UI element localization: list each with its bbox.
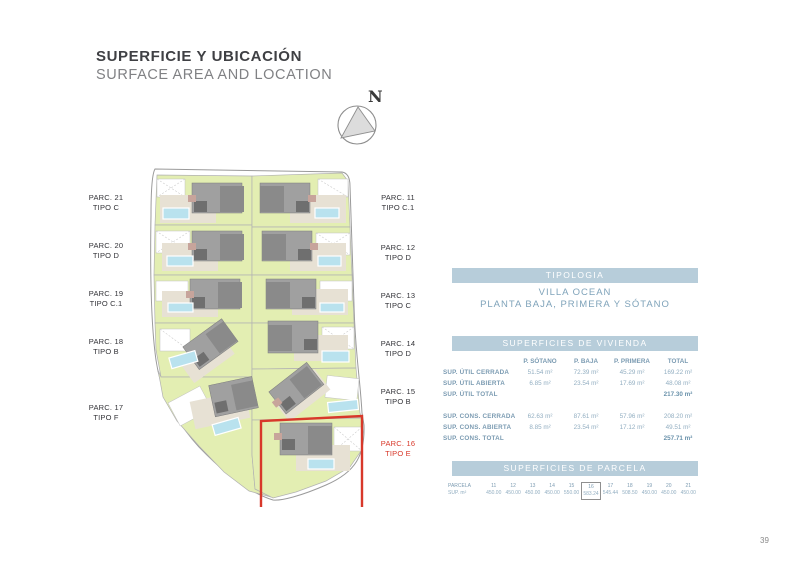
parcela-col-21: 21 450.00 — [680, 483, 696, 496]
table-row: SUP. CONS. ABIERTA 8.85 m² 23.54 m² 17.12 m² 49.51 m² — [443, 424, 691, 431]
col-primera: P. PRIMERA — [614, 358, 650, 365]
villa-floors: PLANTA BAJA, PRIMERA Y SÓTANO — [480, 299, 670, 310]
page-title: SUPERFICIE Y UBICACIÓN — [96, 48, 303, 65]
label-parc-15: PARC. 15 TIPO B — [380, 387, 416, 407]
label-parc-14: PARC. 14 TIPO D — [380, 339, 416, 359]
tipologia-band: TIPOLOGIA — [452, 268, 698, 283]
parcela-col-13: 13 450.00 — [524, 483, 541, 496]
label-parc-13: PARC. 13 TIPO C — [380, 291, 416, 311]
vivienda-table — [443, 356, 701, 444]
table-row: SUP. ÚTIL TOTAL 217.30 m² — [443, 391, 693, 398]
label-parc-21: PARC. 21 TIPO C — [88, 193, 124, 213]
parcela-col-16-highlighted: 16 583.24 — [581, 482, 600, 500]
parcela-col-11: 11 450.00 — [486, 483, 502, 496]
label-parc-16-highlighted: PARC. 16 TIPO E — [380, 439, 416, 459]
parcela-col-17: 17 545.44 — [602, 483, 619, 496]
label-parc-17: PARC. 17 TIPO F — [88, 403, 124, 423]
page-header — [96, 48, 332, 83]
table-row: SUP. CONS. TOTAL 257.71 m² — [443, 435, 693, 442]
label-parc-12: PARC. 12 TIPO D — [380, 243, 416, 263]
vivienda-table-header — [443, 356, 701, 367]
parcela-row-labels: PARCELA SUP. m² — [448, 483, 471, 496]
col-baja: P. BAJA — [573, 358, 599, 365]
parcela-col-18: 18 508.50 — [622, 483, 638, 496]
col-sotano: P. SÓTANO — [523, 358, 557, 365]
col-total: TOTAL — [667, 358, 689, 365]
north-label: N — [368, 87, 383, 106]
parcela-col-19: 19 450.00 — [641, 483, 657, 496]
label-parc-19: PARC. 19 TIPO C.1 — [88, 289, 124, 309]
villa-name: VILLA OCEAN — [538, 287, 612, 298]
north-compass-icon — [330, 86, 392, 155]
label-parc-20: PARC. 20 TIPO D — [88, 241, 124, 261]
parcela-col-20: 20 450.00 — [661, 483, 677, 496]
page-number: 39 — [760, 536, 769, 545]
vivienda-band: SUPERFICIES DE VIVIENDA — [452, 336, 698, 351]
parcela-col-15: 15 550.00 — [563, 483, 580, 496]
label-parc-11: PARC. 11 TIPO C.1 — [381, 193, 415, 213]
parcela-col-12: 12 450.00 — [505, 483, 521, 496]
table-row: SUP. ÚTIL CERRADA 51.54 m² 72.39 m² 45.29 m² 169.22 m² — [443, 369, 693, 376]
table-row: SUP. ÚTIL ABIERTA 6.85 m² 23.54 m² 17.69 m² 48.08 m² — [443, 380, 691, 387]
label-parc-18: PARC. 18 TIPO B — [88, 337, 124, 357]
parcela-table — [448, 482, 698, 500]
page-subtitle: SURFACE AREA AND LOCATION — [96, 67, 333, 83]
site-plan — [130, 155, 380, 515]
parcela-col-14: 14 450.00 — [544, 483, 560, 496]
parcela-band: SUPERFICIES DE PARCELA — [452, 461, 698, 476]
table-row: SUP. CONS. CERRADA 62.63 m² 87.61 m² 57.96 m² 208.20 m² — [443, 413, 693, 420]
